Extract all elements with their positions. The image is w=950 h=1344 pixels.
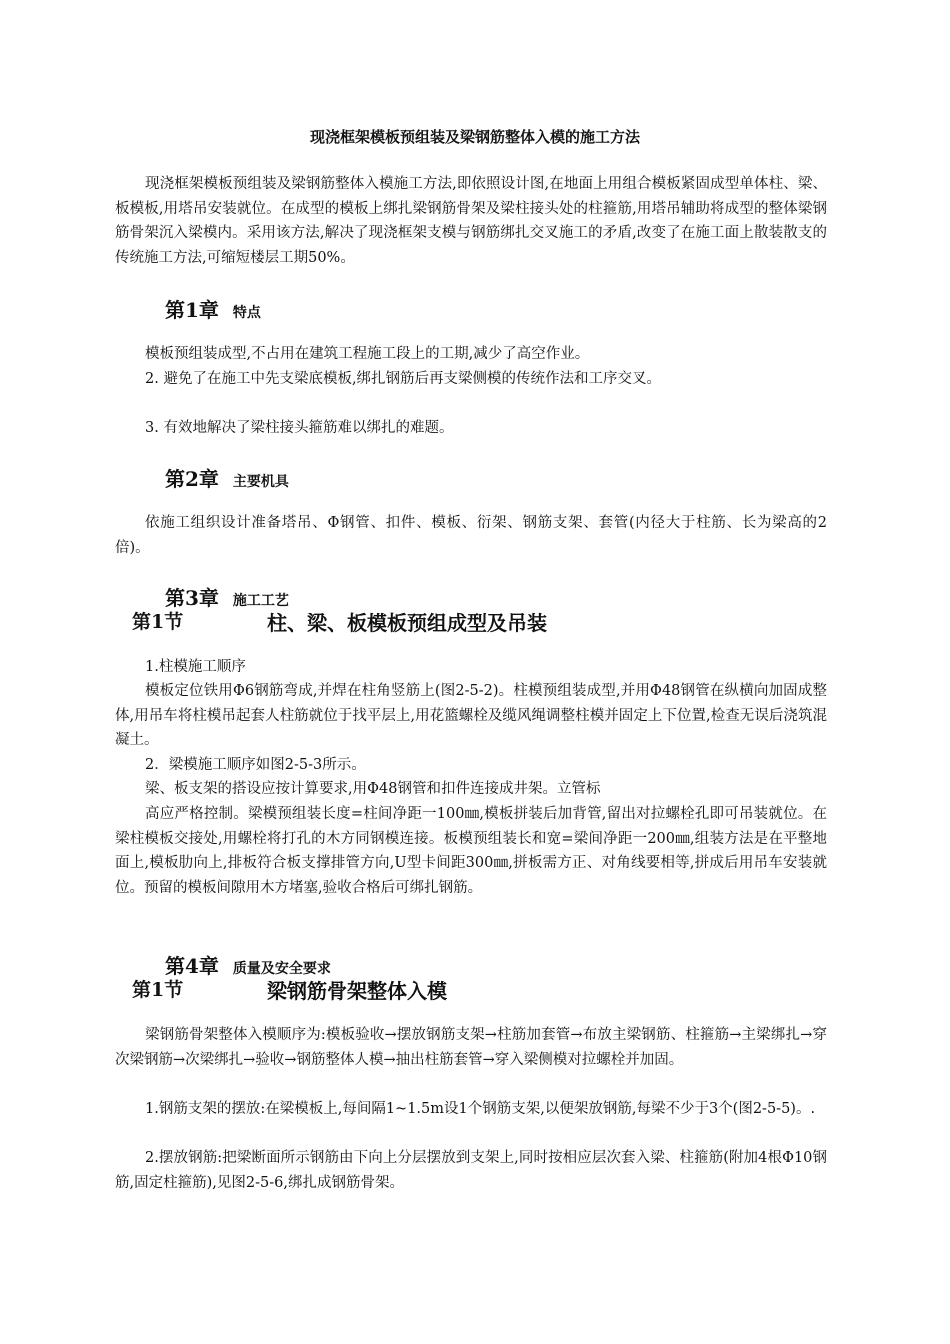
step-heading: 2．梁模施工顺序如图2-5-3所示。 (145, 757, 366, 773)
chapter-name: 施工工艺 (232, 593, 289, 609)
section-name: 梁钢筋骨架整体入模 (267, 979, 447, 1003)
chapter-number: 第1章 (165, 298, 219, 322)
rebar-placement-paragraph: 2.摆放钢筋:把梁断面所示钢筋由下向上分层摆放到支架上,同时按相应层次套入梁、柱箍筋(附加4根Φ10钢筋,固定柱箍筋),见图2-5-6,绑扎成钢筋骨架。 (115, 1150, 827, 1191)
section-heading (132, 607, 547, 635)
support-paragraph: 梁、板支架的搭设应按计算要求,用Φ48钢管和扣件连接成井架。立管标 (145, 781, 601, 797)
section-heading (132, 975, 447, 1003)
sequence-paragraph: 梁钢筋骨架整体入模顺序为:模板验收→摆放钢筋支架→柱筋加套管→布放主梁钢筋、柱箍筋→主梁绑扎→穿次梁钢筋→次梁绑扎→验收→钢筋整体人模→抽出柱筋套管→穿入梁侧模对拉螺栓并加固。 (115, 1027, 827, 1068)
section-name: 柱、梁、板模板预组成型及吊装 (267, 611, 547, 635)
document-title: 现浇框架模板预组装及梁钢筋整体入模的施工方法 (309, 128, 640, 146)
chapter-name: 特点 (232, 305, 261, 321)
feature-item: 模板预组装成型,不占用在建筑工程施工段上的工期,减少了高空作业。 (145, 346, 590, 362)
chapter-number: 第4章 (165, 954, 219, 978)
chapter-name: 主要机具 (232, 474, 289, 490)
support-placement-paragraph: 1.钢筋支架的摆放:在梁模板上,每间隔1~1.5m设1个钢筋支架,以便架放钢筋,每梁不少于3个(图2-5-5)。. (145, 1101, 816, 1117)
feature-item: 2. 避免了在施工中先支梁底模板,绑扎钢筋后再支梁侧模的传统作法和工序交叉。 (145, 371, 662, 387)
column-form-paragraph: 模板定位铁用Φ6钢筋弯成,并焊在柱角竖筋上(图2-5-2)。柱模预组装成型,并用Φ48钢管在纵横向加固成整体,用吊车将柱模吊起套人柱筋就位于找平层上,用花篮螺栓及缆风绳调整柱模并固定上下位置,检查无误后浇筑混凝土。 (115, 683, 827, 748)
beam-form-paragraph: 高应严格控制。梁模预组装长度=柱间净距一100㎜,模板拼装后加背管,留出对拉螺栓孔即可吊装就位。在梁柱模板交接处,用螺栓将打孔的木方同钢模连接。板模预组装长和宽=梁间净距一200㎜,组装方法是在平整地面上,模板肋向上,排板符合板支撑排管方向,U型卡间距300㎜,拼板需方正、对角线要相等,拼成后用吊车安装就位。预留的模板间隙用木方堵塞,验收合格后可绑扎钢筋。 (115, 806, 827, 896)
chapter-1-heading (165, 294, 261, 323)
section-number: 第1节 (132, 611, 184, 633)
section-number: 第1节 (132, 979, 184, 1001)
chapter-number: 第3章 (165, 586, 219, 610)
step-heading: 1.柱模施工顺序 (145, 659, 246, 675)
equipment-paragraph: 依施工组织设计准备塔吊、Φ钢管、扣件、模板、衍架、钢筋支架、套管(内径大于柱筋、长为梁高的2倍)。 (115, 515, 827, 556)
chapter-number: 第2章 (165, 467, 219, 491)
feature-item: 3. 有效地解决了梁柱接头箍筋难以绑扎的难题。 (145, 420, 454, 436)
chapter-2-heading (165, 463, 289, 492)
chapter-name: 质量及安全要求 (232, 961, 331, 977)
intro-paragraph: 现浇框架模板预组装及梁钢筋整体入模施工方法,即依照设计图,在地面上用组合模板紧固成型单体柱、梁、板模板,用塔吊安装就位。在成型的模板上绑扎梁钢筋骨架及梁柱接头处的柱箍筋,用塔吊辅助将成型的整体梁钢筋骨架沉入梁模内。采用该方法,解决了现浇框架支模与钢筋绑扎交叉施工的矛盾,改变了在施工面上散装散支的传统施工方法,可缩短楼层工期50%。 (115, 176, 827, 266)
